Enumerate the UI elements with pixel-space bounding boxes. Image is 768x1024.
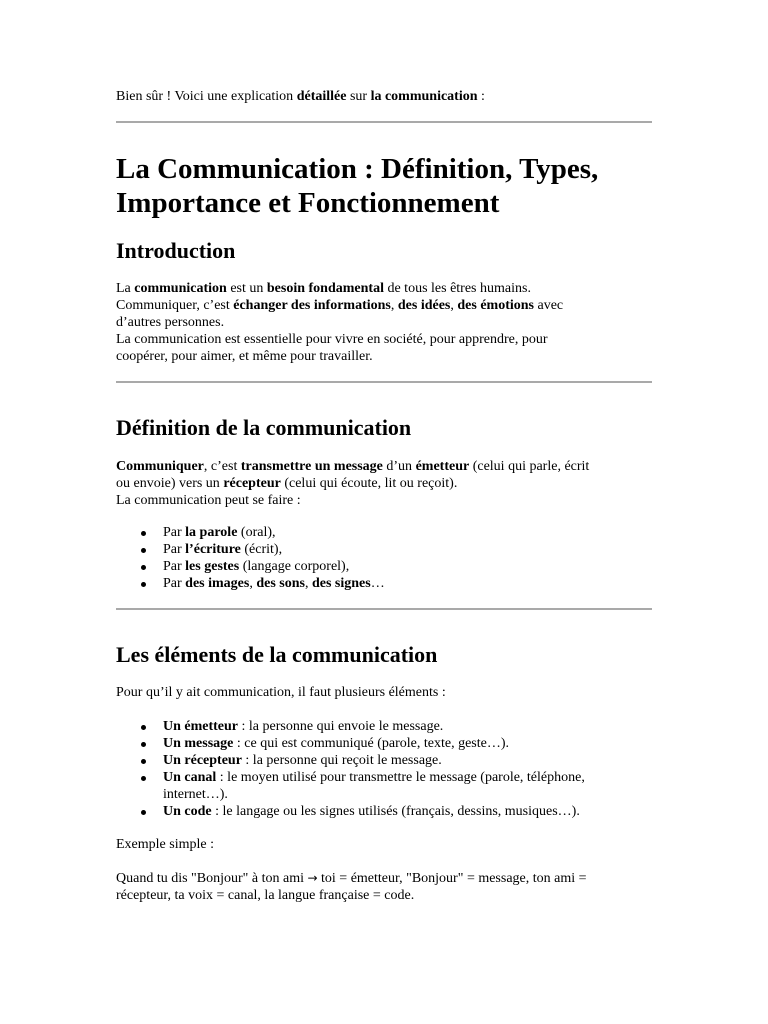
list-item: Par l’écriture (écrit), <box>116 541 656 558</box>
definition-paragraph: Communiquer, c’est transmettre un message d’un émetteur (celui qui parle, écrit ou envoie) vers un récepteur (celui qui écoute, lit ou reçoit). La communication peut se faire : <box>116 459 590 508</box>
list-item: Par la parole (oral), <box>116 524 656 541</box>
heading-introduction: Introduction <box>116 238 236 263</box>
arrow-right-icon: → <box>307 871 318 885</box>
communication-modes-list <box>116 524 656 592</box>
bullet-icon <box>141 810 146 815</box>
communication-elements-list <box>116 718 656 820</box>
bullet-icon <box>141 548 146 553</box>
divider <box>116 608 652 610</box>
bullet-icon <box>141 565 146 570</box>
list-item: Un message : ce qui est communiqué (parole, texte, geste…). <box>116 735 656 752</box>
divider <box>116 381 652 383</box>
list-item: Un émetteur : la personne qui envoie le message. <box>116 718 656 735</box>
bullet-icon <box>141 531 146 536</box>
bullet-icon <box>141 776 146 781</box>
elements-lead: Pour qu’il y ait communication, il faut plusieurs éléments : <box>116 685 446 700</box>
heading-definition: Définition de la communication <box>116 415 412 440</box>
bullet-icon <box>141 725 146 730</box>
document-title: La Communication : Définition, Types, Importance et Fonctionnement <box>116 153 599 219</box>
bullet-icon <box>141 742 146 747</box>
intro-sentence: Bien sûr ! Voici une explication détaillée sur la communication : <box>116 89 485 104</box>
example-label: Exemple simple : <box>116 837 214 852</box>
list-item: Un récepteur : la personne qui reçoit le message. <box>116 752 656 769</box>
bullet-icon <box>141 759 146 764</box>
list-item: Par les gestes (langage corporel), <box>116 558 656 575</box>
introduction-paragraph: La communication est un besoin fondamental de tous les êtres humains. Communiquer, c’est échanger des informations, des idées, des émotions avec d’autres personnes. La communication est essentielle pour vivre en société, pour apprendre, pour coopérer, pour aimer, et même pour travailler. <box>116 281 564 364</box>
example-paragraph: Quand tu dis "Bonjour" à ton ami → toi = émetteur, "Bonjour" = message, ton ami = récepteur, ta voix = canal, la langue française = code. <box>116 871 587 903</box>
bullet-icon <box>141 582 146 587</box>
list-item: Un code : le langage ou les signes utilisés (français, dessins, musiques…). <box>116 803 656 820</box>
list-item: Un canal : le moyen utilisé pour transmettre le message (parole, téléphone, internet…). <box>116 769 656 803</box>
divider <box>116 121 652 123</box>
heading-elements: Les éléments de la communication <box>116 642 438 667</box>
list-item: Par des images, des sons, des signes… <box>116 575 656 592</box>
